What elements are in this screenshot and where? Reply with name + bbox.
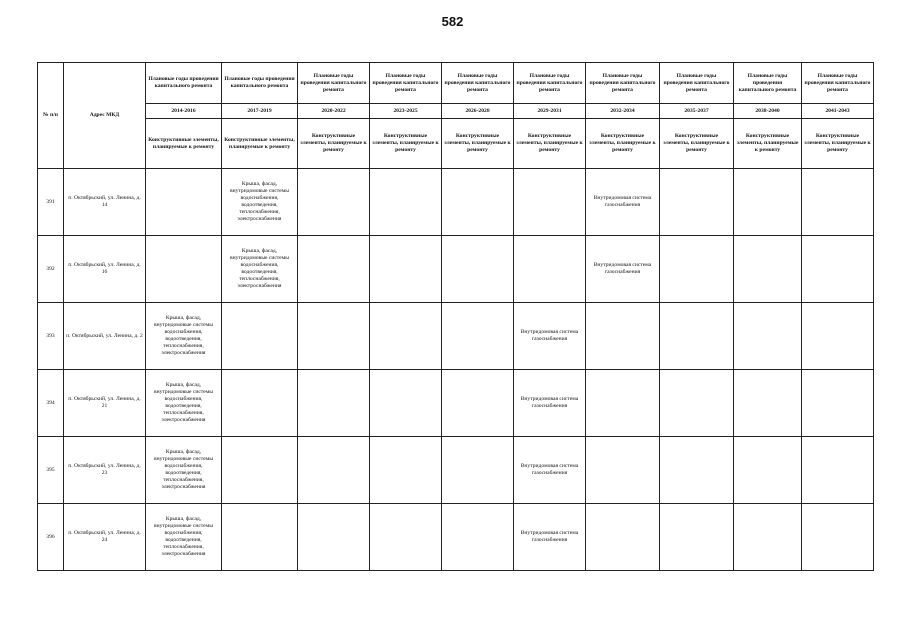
table-body bbox=[38, 169, 874, 571]
table-header bbox=[38, 63, 874, 169]
page-number: 582 bbox=[441, 14, 464, 29]
row-number: 394 bbox=[38, 370, 64, 437]
repair-elements-cell bbox=[370, 169, 442, 236]
repair-elements-cell bbox=[802, 504, 874, 571]
repair-elements-cell bbox=[298, 437, 370, 504]
repair-elements-cell bbox=[660, 303, 734, 370]
header-period-elements: Конструктивные элементы, планируемые к ремонту bbox=[660, 119, 734, 169]
header-period-title: Плановые годы проведения капитального ремонта bbox=[660, 63, 734, 104]
repair-elements-cell: Внутридомовая система газоснабжения bbox=[514, 370, 586, 437]
header-address: Адрес МКД bbox=[64, 63, 146, 169]
repair-elements-cell bbox=[514, 169, 586, 236]
repair-elements-cell bbox=[370, 437, 442, 504]
capital-repair-table bbox=[37, 62, 874, 571]
repair-elements-cell bbox=[586, 437, 660, 504]
repair-elements-cell bbox=[442, 437, 514, 504]
header-period-title: Плановые годы проведения капитального ремонта bbox=[442, 63, 514, 104]
header-period-elements: Конструктивные элементы, планируемые к ремонту bbox=[734, 119, 802, 169]
repair-elements-cell bbox=[586, 504, 660, 571]
header-period-elements: Конструктивные элементы, планируемые к ремонту bbox=[442, 119, 514, 169]
header-period-years: 2026-2028 bbox=[442, 104, 514, 119]
header-period-elements: Конструктивные элементы, планируемые к ремонту bbox=[586, 119, 660, 169]
repair-elements-cell bbox=[370, 236, 442, 303]
table-row bbox=[38, 370, 874, 437]
row-address: п. Октябрьский, ул. Ленина, д. 23 bbox=[64, 437, 146, 504]
row-number: 395 bbox=[38, 437, 64, 504]
header-period-years: 2032-2034 bbox=[586, 104, 660, 119]
row-address: п. Октябрьский, ул. Ленина, д. 21 bbox=[64, 370, 146, 437]
repair-elements-cell: Крыша, фасад, внутридомовые системы водоснабжения, водоотведения, теплоснабжения, электроснабжения bbox=[146, 303, 222, 370]
header-period-years: 2029-2031 bbox=[514, 104, 586, 119]
repair-elements-cell bbox=[370, 370, 442, 437]
repair-elements-cell bbox=[298, 370, 370, 437]
repair-elements-cell bbox=[734, 504, 802, 571]
repair-elements-cell bbox=[442, 504, 514, 571]
repair-elements-cell bbox=[802, 236, 874, 303]
repair-elements-cell bbox=[222, 370, 298, 437]
repair-elements-cell bbox=[802, 370, 874, 437]
repair-elements-cell bbox=[660, 370, 734, 437]
repair-elements-cell bbox=[146, 169, 222, 236]
table-row bbox=[38, 169, 874, 236]
row-number: 396 bbox=[38, 504, 64, 571]
header-period-elements: Конструктивные элементы, планируемые к ремонту bbox=[370, 119, 442, 169]
repair-elements-cell bbox=[442, 169, 514, 236]
repair-elements-cell bbox=[370, 504, 442, 571]
repair-elements-cell: Внутридомовая система газоснабжения bbox=[514, 437, 586, 504]
repair-elements-cell: Крыша, фасад, внутридомовые системы водоснабжения, водоотведения, теплоснабжения, электроснабжения bbox=[222, 169, 298, 236]
table-row bbox=[38, 437, 874, 504]
repair-elements-cell: Внутридомовая система газоснабжения bbox=[586, 236, 660, 303]
repair-elements-cell bbox=[802, 437, 874, 504]
repair-elements-cell bbox=[734, 370, 802, 437]
repair-elements-cell bbox=[442, 236, 514, 303]
row-address: п. Октябрьский, ул. Ленина, д. 24 bbox=[64, 504, 146, 571]
header-period-title: Плановые годы проведения капитального ремонта bbox=[734, 63, 802, 104]
header-period-elements: Конструктивные элементы, планируемые к ремонту bbox=[146, 119, 222, 169]
repair-elements-cell bbox=[660, 437, 734, 504]
repair-elements-cell bbox=[734, 169, 802, 236]
header-period-title: Плановые годы проведения капитального ремонта bbox=[146, 63, 222, 104]
repair-elements-cell: Внутридомовая система газоснабжения bbox=[514, 303, 586, 370]
header-period-years: 2023-2025 bbox=[370, 104, 442, 119]
table-row bbox=[38, 504, 874, 571]
row-address: п. Октябрьский, ул. Ленина, д. 16 bbox=[64, 236, 146, 303]
table-row bbox=[38, 236, 874, 303]
repair-elements-cell bbox=[222, 504, 298, 571]
header-num: № п/п bbox=[38, 63, 64, 169]
header-period-years: 2041-2043 bbox=[802, 104, 874, 119]
repair-elements-cell bbox=[298, 504, 370, 571]
row-number: 392 bbox=[38, 236, 64, 303]
repair-elements-cell: Внутридомовая система газоснабжения bbox=[514, 504, 586, 571]
repair-elements-cell bbox=[298, 236, 370, 303]
header-period-title: Плановые годы проведения капитального ремонта bbox=[222, 63, 298, 104]
header-period-years: 2014-2016 bbox=[146, 104, 222, 119]
repair-elements-cell bbox=[586, 303, 660, 370]
repair-elements-cell bbox=[734, 303, 802, 370]
repair-elements-cell bbox=[660, 236, 734, 303]
repair-elements-cell: Крыша, фасад, внутридомовые системы водоснабжения, водоотведения, теплоснабжения, электроснабжения bbox=[146, 370, 222, 437]
repair-elements-cell bbox=[660, 169, 734, 236]
repair-elements-cell: Крыша, фасад, внутридомовые системы водоснабжения, водоотведения, теплоснабжения, электроснабжения bbox=[222, 236, 298, 303]
header-period-elements: Конструктивные элементы, планируемые к ремонту bbox=[222, 119, 298, 169]
header-period-title: Плановые годы проведения капитального ремонта bbox=[802, 63, 874, 104]
repair-elements-cell bbox=[802, 169, 874, 236]
header-period-elements: Конструктивные элементы, планируемые к ремонту bbox=[298, 119, 370, 169]
repair-elements-cell bbox=[802, 303, 874, 370]
row-address: п. Октябрьский, ул. Ленина, д. 14 bbox=[64, 169, 146, 236]
header-period-years: 2035-2037 bbox=[660, 104, 734, 119]
repair-elements-cell bbox=[734, 236, 802, 303]
header-period-years: 2020-2022 bbox=[298, 104, 370, 119]
header-period-years: 2038-2040 bbox=[734, 104, 802, 119]
header-period-title: Плановые годы проведения капитального ремонта bbox=[586, 63, 660, 104]
repair-elements-cell bbox=[222, 437, 298, 504]
header-period-elements: Конструктивные элементы, планируемые к ремонту bbox=[802, 119, 874, 169]
repair-elements-cell bbox=[442, 303, 514, 370]
repair-elements-cell: Крыша, фасад, внутридомовые системы водоснабжения, водоотведения, теплоснабжения, электроснабжения bbox=[146, 504, 222, 571]
repair-elements-cell bbox=[146, 236, 222, 303]
row-number: 391 bbox=[38, 169, 64, 236]
header-period-years: 2017-2019 bbox=[222, 104, 298, 119]
repair-elements-cell bbox=[514, 236, 586, 303]
repair-elements-cell bbox=[734, 437, 802, 504]
repair-elements-cell bbox=[298, 303, 370, 370]
repair-elements-cell bbox=[586, 370, 660, 437]
header-period-title: Плановые годы проведения капитального ремонта bbox=[514, 63, 586, 104]
repair-elements-cell bbox=[442, 370, 514, 437]
repair-elements-cell bbox=[370, 303, 442, 370]
repair-elements-cell bbox=[298, 169, 370, 236]
header-period-title: Плановые годы проведения капитального ремонта bbox=[298, 63, 370, 104]
row-address: п. Октябрьский, ул. Ленина, д. 2 bbox=[64, 303, 146, 370]
header-period-title: Плановые годы проведения капитального ремонта bbox=[370, 63, 442, 104]
repair-elements-cell bbox=[222, 303, 298, 370]
row-number: 393 bbox=[38, 303, 64, 370]
repair-elements-cell bbox=[660, 504, 734, 571]
table-row bbox=[38, 303, 874, 370]
repair-elements-cell: Внутридомовая система газоснабжения bbox=[586, 169, 660, 236]
repair-elements-cell: Крыша, фасад, внутридомовые системы водоснабжения, водоотведения, теплоснабжения, электроснабжения bbox=[146, 437, 222, 504]
header-period-elements: Конструктивные элементы, планируемые к ремонту bbox=[514, 119, 586, 169]
